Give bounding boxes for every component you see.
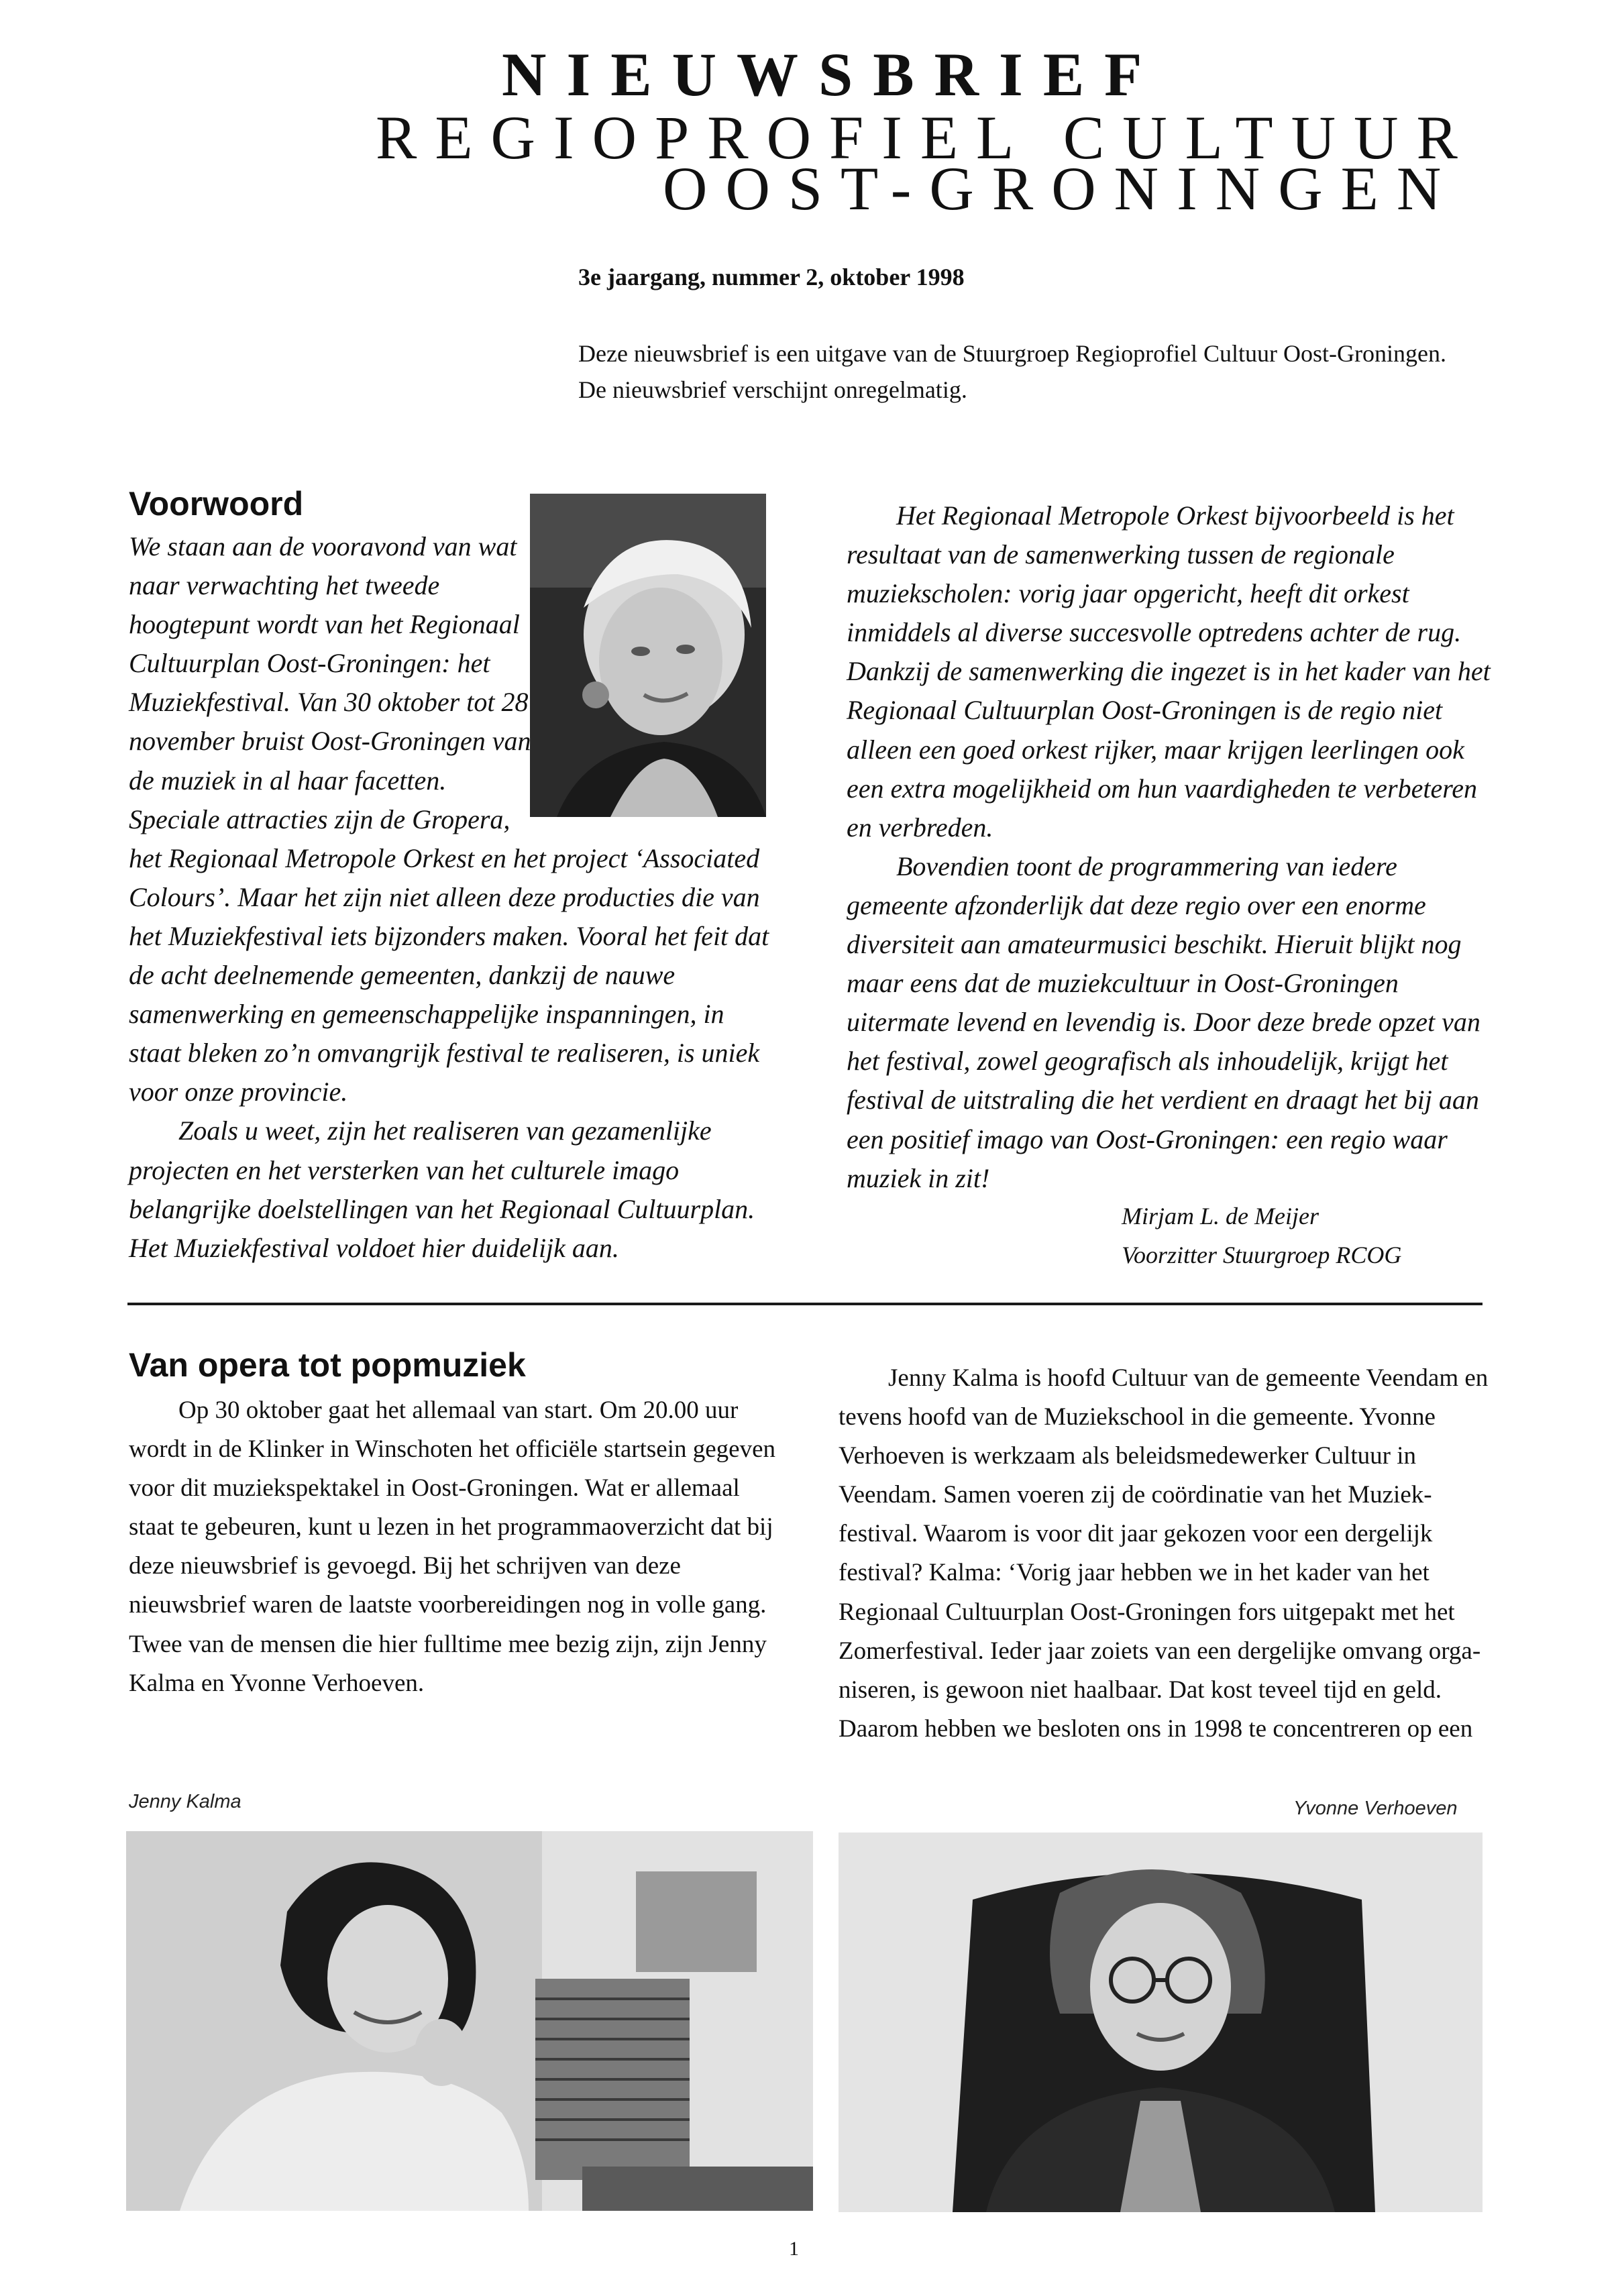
text-line: Regionaal Cultuurplan Oost-Groningen is de regio niet <box>847 695 1443 726</box>
issue-info: 3e jaargang, nummer 2, oktober 1998 <box>578 264 965 290</box>
text-line: voor onze provincie. <box>129 1077 348 1107</box>
page-number: 1 <box>789 2238 799 2260</box>
text-line: een extra mogelijkheid om hun vaardigheden te verbeteren <box>847 773 1478 804</box>
text-line: Het Regionaal Metropole Orkest bijvoorbeeld is het <box>896 500 1454 531</box>
text-line: We staan aan de vooravond van wat <box>129 531 517 561</box>
photo-caption-right: Yvonne Verhoeven <box>1293 1798 1458 1819</box>
photo-caption-left: Jenny Kalma <box>129 1791 241 1812</box>
text-line: Daarom hebben we besloten ons in 1998 te concentreren op een <box>839 1714 1473 1743</box>
text-line: staat bleken zo’n omvangrijk festival te realiseren, is uniek <box>129 1038 760 1069</box>
text-line: Regionaal Cultuurplan Oost-Groningen fors uitgepakt met het <box>839 1598 1455 1626</box>
text-line: festival? Kalma: ‘Vorig jaar hebben we in het kader van het <box>839 1559 1430 1587</box>
text-line: alleen een goed orkest rijker, maar krijgen leerlingen ook <box>847 734 1464 765</box>
signature-role: Voorzitter Stuurgroep RCOG <box>1122 1242 1402 1268</box>
voorwoord-text-left <box>129 527 867 1268</box>
text-line: het Regionaal Metropole Orkest en het project ‘Associated <box>129 842 760 873</box>
text-line: wordt in de Klinker in Winschoten het officiële startsein gegeven <box>129 1435 776 1464</box>
text-line: festival. Waarom is voor dit jaar gekozen voor een dergelijk <box>839 1520 1433 1548</box>
voorwoord-heading: Voorwoord <box>129 485 304 523</box>
text-line: projecten en het versterken van het culturele imago <box>129 1154 680 1185</box>
text-line: muziekscholen: vorig jaar opgericht, heeft dit orkest <box>847 578 1409 609</box>
text-line: gemeente afzonderlijk dat deze regio over een enorme <box>847 889 1426 920</box>
text-line: naar verwachting het tweede <box>129 570 440 601</box>
article-heading: Van opera tot popmuziek <box>129 1346 526 1384</box>
text-line: deze nieuwsbrief is gevoegd. Bij het schrijven van deze <box>129 1552 681 1580</box>
text-line: niseren, is gewoon niet haalbaar. Dat kost teveel tijd en geld. <box>839 1676 1442 1704</box>
text-line: uitermate levend en levendig is. Door deze brede opzet van <box>847 1007 1480 1038</box>
voorwoord-text-right <box>847 496 1491 1198</box>
masthead-subtitle-line1: REGIOPROFIEL CULTUUR <box>376 103 1476 172</box>
signature-name: Mirjam L. de Meijer <box>1122 1203 1319 1229</box>
text-line: Veendam. Samen voeren zij de coördinatie van het Muziek- <box>839 1481 1432 1509</box>
text-line: de muziek in al haar facetten. <box>129 765 447 796</box>
text-line: Colours’. Maar het zijn niet alleen deze producties die van <box>129 881 760 912</box>
text-line: het Muziekfestival iets bijzonders maken. Vooral het feit dat <box>129 920 769 951</box>
text-line: Cultuurplan Oost-Groningen: het <box>129 648 490 679</box>
intro-line-2: De nieuwsbrief verschijnt onregelmatig. <box>578 376 967 403</box>
text-line: de acht deelnemende gemeenten, dankzij de nauwe <box>129 960 676 991</box>
text-line: Bovendien toont de programmering van iedere <box>896 851 1397 881</box>
text-line: Jenny Kalma is hoofd Cultuur van de gemeente Veendam en <box>888 1364 1489 1392</box>
text-line: belangrijke doelstellingen van het Regionaal Cultuurplan. <box>129 1193 755 1224</box>
portrait-photo-yvonne-verhoeven <box>839 1833 1483 2212</box>
masthead-subtitle-line2: OOST-GRONINGEN <box>663 154 1460 223</box>
text-line: Muziekfestival. Van 30 oktober tot 28 <box>129 687 529 718</box>
text-line: Speciale attracties zijn de Gropera, <box>129 804 510 834</box>
text-line: staat te gebeuren, kunt u lezen in het programmaoverzicht dat bij <box>129 1513 773 1541</box>
text-line: het festival, zowel geografisch als inhoudelijk, krijgt het <box>847 1046 1448 1077</box>
text-line: voor dit muziekspektakel in Oost-Groningen. Wat er allemaal <box>129 1474 740 1502</box>
text-line: Het Muziekfestival voldoet hier duidelijk aan. <box>129 1232 619 1263</box>
text-line: muziek in zit! <box>847 1162 990 1193</box>
text-line: Twee van de mensen die hier fulltime mee bezig zijn, zijn Jenny <box>129 1630 767 1658</box>
text-line: nieuwsbrief waren de laatste voorbereidingen nog in volle gang. <box>129 1591 767 1619</box>
article-text-left <box>129 1391 833 1703</box>
text-line: Kalma en Yvonne Verhoeven. <box>129 1669 425 1697</box>
text-line: samenwerking en gemeenschappelijke inspanningen, in <box>129 999 724 1030</box>
text-line: Op 30 oktober gaat het allemaal van start. Om 20.00 uur <box>178 1397 739 1424</box>
text-line: Verhoeven is werkzaam als beleidsmedewerker Cultuur in <box>839 1442 1416 1470</box>
text-line: resultaat van de samenwerking tussen de regionale <box>847 539 1395 570</box>
text-line: november bruist Oost-Groningen van <box>129 726 531 757</box>
text-line: een positief imago van Oost-Groningen: een regio waar <box>847 1124 1448 1154</box>
article-text-right <box>839 1359 1509 1749</box>
text-line: Zoals u weet, zijn het realiseren van gezamenlijke <box>178 1115 712 1146</box>
text-line: maar eens dat de muziekcultuur in Oost-Groningen <box>847 968 1399 999</box>
text-line: tevens hoofd van de Muziekschool in die gemeente. Yvonne <box>839 1403 1436 1431</box>
text-line: Zomerfestival. Ieder jaar zoiets van een dergelijke omvang orga- <box>839 1637 1481 1665</box>
text-line: diversiteit aan amateurmusici beschikt. Hieruit blijkt nog <box>847 929 1462 960</box>
text-line: hoogtepunt wordt van het Regionaal <box>129 609 520 640</box>
portrait-photo-jenny-kalma <box>126 1831 813 2211</box>
intro-line-1: Deze nieuwsbrief is een uitgave van de Stuurgroep Regioprofiel Cultuur Oost-Groningen. <box>578 340 1447 367</box>
section-divider <box>127 1303 1483 1305</box>
text-line: festival de uitstraling die het verdient en draagt het bij aan <box>847 1085 1479 1115</box>
text-line: Dankzij de samenwerking die ingezet is in het kader van het <box>847 656 1491 687</box>
masthead-title: NIEUWSBRIEF <box>502 40 1163 109</box>
text-line: en verbreden. <box>847 812 993 842</box>
text-line: inmiddels al diverse succesvolle optredens achter de rug. <box>847 617 1462 648</box>
